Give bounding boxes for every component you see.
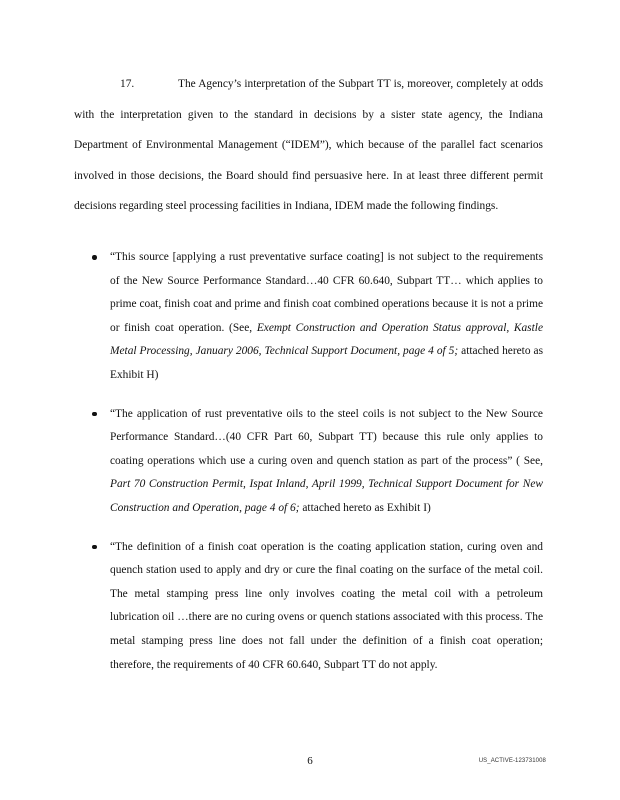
bullet-icon: [92, 412, 97, 417]
bullet-quote: “The application of rust preventative oils to the steel coils is not subject to the New Source Performance Standard…(40 CFR Part 60, Subpart TT) because this rule only applies to coating operations which use a curing oven and quench station as part of the process”: [110, 407, 543, 467]
bullet-icon: [92, 545, 97, 550]
bullet-list: [92, 246, 543, 692]
citation-source: Exempt Construction and Operation Status approval, Kastle Metal Processing, January 2006, Technical Support Document, page 4 of 5;: [110, 321, 544, 358]
citation-suffix: attached hereto as Exhibit I): [299, 501, 431, 514]
paragraph-17: [74, 69, 543, 222]
bullet-quote: “The definition of a finish coat operation is the coating application station, curing oven and quench station used to apply and dry or cure the final coating on the surface of the metal coil. The metal stamping press line only involves coating the metal coil with a petroleum lubrication oil …there are no curing ovens or quench stations associated with this process. The metal stamping press line does not fall under the definition of a finish coat operation; therefore, the requirements of 40 CFR 60.640, Subpart TT do not apply.: [110, 540, 543, 671]
bullet-icon: [92, 255, 97, 260]
citation-prefix: (See,: [224, 321, 257, 334]
page-number: 6: [307, 755, 313, 767]
citation-suffix: attached hereto as Exhibit H): [110, 345, 544, 381]
paragraph-number: 17.: [120, 78, 135, 90]
paragraph-text: The Agency’s interpretation of the Subpart TT is, moreover, completely at odds with the interpretation given to the standard in decisions by a sister state agency, the Indiana Department of Environmental Management (“IDEM”), which because of the parallel fact scenarios involved in those decisions, the Board should find persuasive here. In at least three different permit decisions regarding steel processing facilities in Indiana, IDEM made the following findings.: [74, 78, 543, 212]
bullet-item-3: [92, 536, 543, 678]
bullet-item-1: [92, 246, 543, 388]
citation-prefix: ( See,: [512, 454, 543, 467]
document-id: US_ACTIVE-123731008: [478, 758, 546, 764]
citation-source: Part 70 Construction Permit, Ispat Inland, April 1999, Technical Support Document for New Construction and Operation, page 4 of 6;: [110, 478, 543, 514]
bullet-item-2: [92, 403, 543, 521]
bullet-quote: “This source [applying a rust preventative surface coating] is not subject to the requirements of the New Source Performance Standard…40 CFR 60.640, Subpart TT… which applies to prime coat, finish coat and prime and finish coat combined operations because it is not a prime or finish coat operation.: [110, 251, 543, 334]
